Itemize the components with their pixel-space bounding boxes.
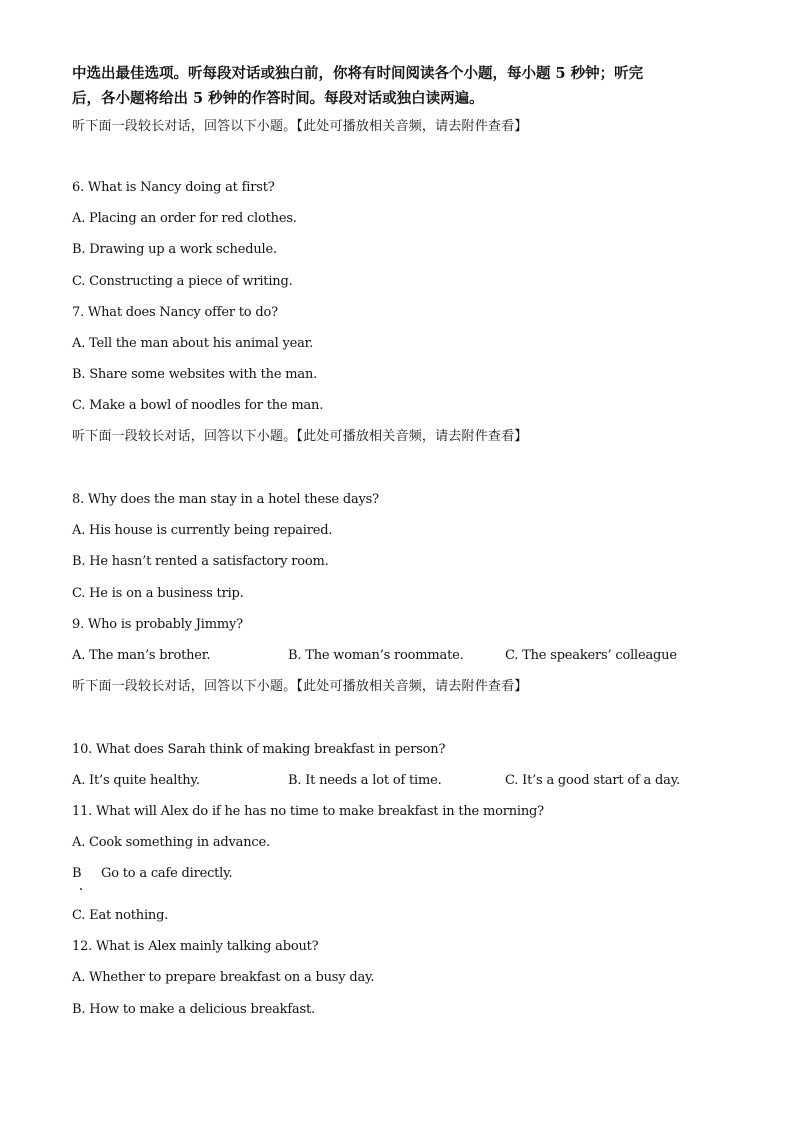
question-6-option-a: A. Placing an order for red clothes. — [72, 211, 297, 226]
intro-line-1: 中选出最佳选项。听每段对话或独白前，你将有时间阅读各个小题，每小题 5 秒钟；听完 — [72, 65, 644, 82]
question-6-option-c: C. Constructing a piece of writing. — [72, 274, 293, 289]
question-8: 8. Why does the man stay in a hotel these days? — [72, 492, 379, 507]
question-12-option-b: B. How to make a delicious breakfast. — [72, 1002, 315, 1017]
intro-line-2: 后，各小题将给出 5 秒钟的作答时间。每段对话或独白读两遍。 — [72, 90, 484, 107]
stray-dot-mark — [80, 888, 82, 890]
question-10-options — [72, 773, 722, 789]
section-3-instruction: 听下面一段较长对话，回答以下小题。【此处可播放相关音频，请去附件查看】 — [72, 679, 528, 694]
question-9: 9. Who is probably Jimmy? — [72, 617, 243, 632]
question-10-option-b: B. It needs a lot of time. — [288, 773, 442, 788]
question-10: 10. What does Sarah think of making breakfast in person? — [72, 742, 446, 757]
question-9-option-b: B. The woman’s roommate. — [288, 648, 464, 663]
question-7-option-a: A. Tell the man about his animal year. — [72, 336, 314, 351]
question-10-option-a: A. It’s quite healthy. — [72, 773, 200, 788]
question-12-option-a: A. Whether to prepare breakfast on a busy day. — [72, 970, 375, 985]
question-7: 7. What does Nancy offer to do? — [72, 305, 278, 320]
question-9-option-c: C. The speakers’ colleague — [505, 648, 677, 663]
section-1-instruction: 听下面一段较长对话，回答以下小题。【此处可播放相关音频，请去附件查看】 — [72, 119, 528, 134]
question-6: 6. What is Nancy doing at first? — [72, 180, 275, 195]
question-8-option-c: C. He is on a business trip. — [72, 586, 244, 601]
question-11: 11. What will Alex do if he has no time to make breakfast in the morning? — [72, 804, 544, 819]
question-7-option-b: B. Share some websites with the man. — [72, 367, 318, 382]
question-11-option-a: A. Cook something in advance. — [72, 835, 270, 850]
section-2-instruction: 听下面一段较长对话，回答以下小题。【此处可播放相关音频，请去附件查看】 — [72, 429, 528, 444]
question-6-option-b: B. Drawing up a work schedule. — [72, 242, 277, 257]
question-9-option-a: A. The man’s brother. — [72, 648, 211, 663]
question-11-option-c: C. Eat nothing. — [72, 908, 169, 923]
question-12: 12. What is Alex mainly talking about? — [72, 939, 319, 954]
question-9-options — [72, 648, 722, 664]
question-11-option-b: B Go to a cafe directly. — [72, 866, 233, 881]
question-7-option-c: C. Make a bowl of noodles for the man. — [72, 398, 324, 413]
question-8-option-a: A. His house is currently being repaired. — [72, 523, 333, 538]
question-8-option-b: B. He hasn’t rented a satisfactory room. — [72, 554, 329, 569]
question-10-option-c: C. It’s a good start of a day. — [505, 773, 681, 788]
